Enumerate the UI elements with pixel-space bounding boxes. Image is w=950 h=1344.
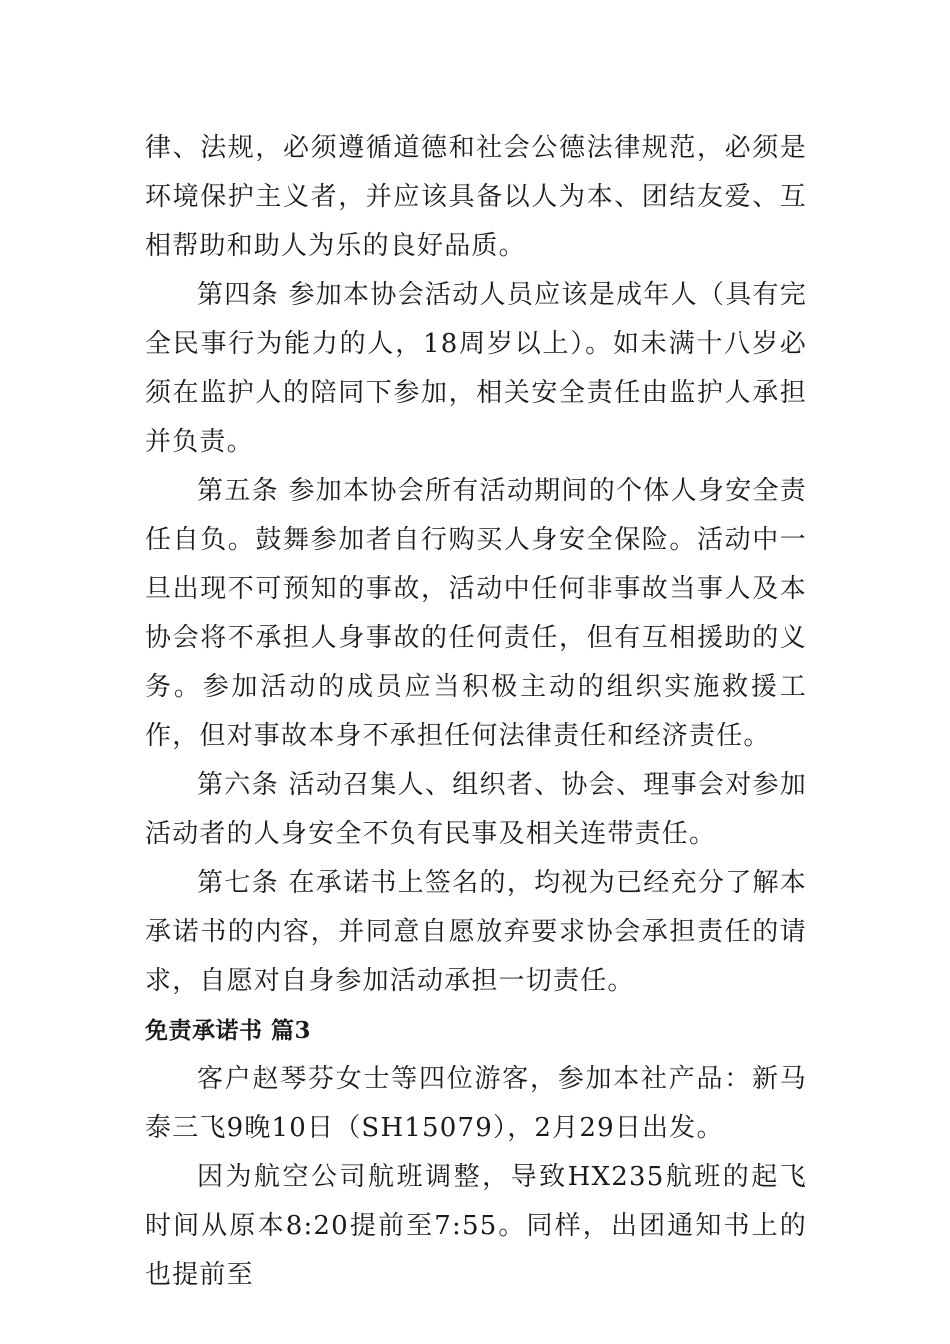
paragraph-flight-change: 因为航空公司航班调整，导致HX235航班的起飞时间从原本8:20提前至7:55。同样，出团通知书上的也提前至 <box>145 1162 807 1290</box>
article-5: 第五条 参加本协会所有活动期间的个体人身安全责任自负。鼓舞参加者自行购买人身安全保险。活动中一旦出现不可预知的事故，活动中任何非事故当事人及本协会将不承担人身事故的任何责任，但有互相援助的义务。参加活动的成员应当积极主动的组织实施救援工作，但对事故本身不承担任何法律责任和经济责任。 <box>145 476 807 751</box>
section-heading: 免责承诺书 篇3 <box>145 1017 312 1044</box>
article-6: 第六条 活动召集人、组织者、协会、理事会对参加活动者的人身安全不负有民事及相关连带责任。 <box>145 770 807 849</box>
paragraph-customer: 客户赵琴芬女士等四位游客，参加本社产品：新马泰三飞9晚10日（SH15079），2月29日出发。 <box>145 1064 807 1143</box>
document-body <box>145 124 807 1300</box>
article-7: 第七条 在承诺书上签名的，均视为已经充分了解本承诺书的内容，并同意自愿放弃要求协会承担责任的请求，自愿对自身参加活动承担一切责任。 <box>145 868 807 996</box>
article-4: 第四条 参加本协会活动人员应该是成年人（具有完全民事行为能力的人，18周岁以上）。如未满十八岁必须在监护人的陪同下参加，相关安全责任由监护人承担并负责。 <box>145 280 807 457</box>
paragraph-continuation: 律、法规，必须遵循道德和社会公德法律规范，必须是环境保护主义者，并应该具备以人为本、团结友爱、互相帮助和助人为乐的良好品质。 <box>145 133 807 261</box>
